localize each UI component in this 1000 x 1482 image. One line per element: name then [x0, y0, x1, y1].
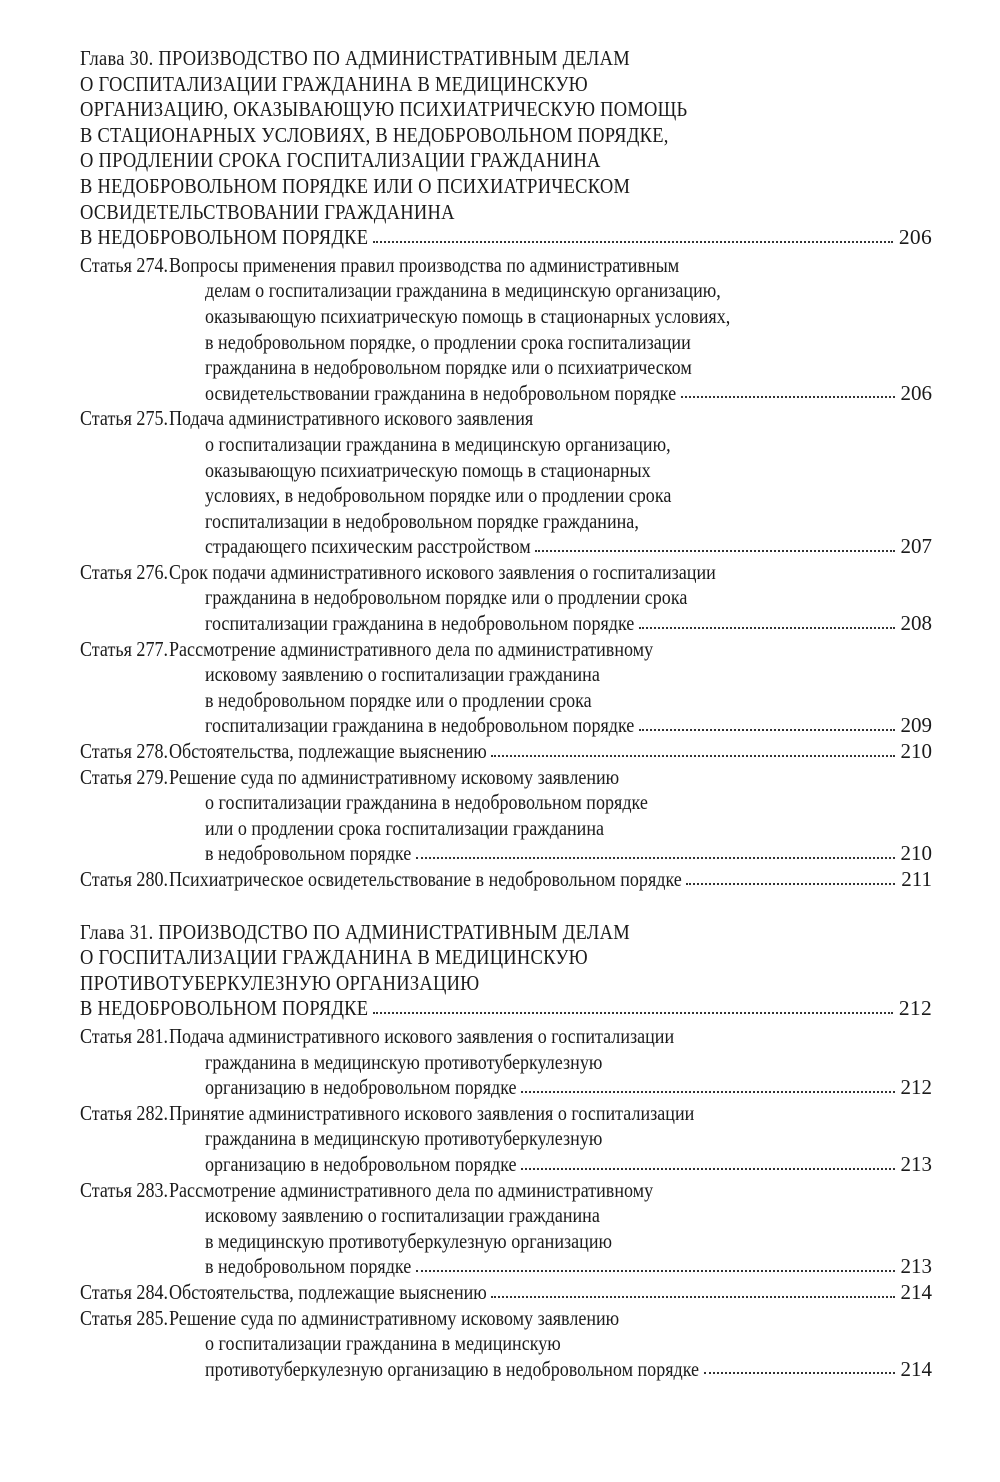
article-title-span: Обстоятельства, подлежащие выяснению: [169, 1279, 487, 1304]
article-line: [80, 713, 932, 739]
chapter-title-line: [80, 123, 932, 149]
article-title-span: в медицинскую противотуберкулезную организацию: [205, 1228, 612, 1253]
article-title-text: [205, 304, 731, 330]
dot-leader: [416, 1255, 895, 1275]
article-title-text: [205, 1203, 600, 1229]
article-line: [80, 330, 932, 356]
page-number: 210: [900, 841, 932, 866]
article-line: [80, 381, 932, 407]
article-label-text: Статья 283.: [80, 1177, 169, 1202]
chapter-title-span: [80, 123, 669, 149]
article-label-text: Статья 285.: [80, 1305, 169, 1330]
article-title-text: [205, 790, 648, 816]
article-title-span: Решение суда по административному исковому заявлению: [169, 764, 620, 789]
article-title-span: в недобровольном порядке или о продлении срока: [205, 687, 592, 712]
article-line: [80, 1050, 932, 1076]
article-line: [80, 662, 932, 688]
article-line: [80, 1024, 932, 1050]
chapter-heading[interactable]: [80, 46, 932, 251]
article-line: [80, 1357, 932, 1383]
dot-leader: [373, 226, 893, 246]
article-title-text: [205, 509, 639, 535]
article-label: [80, 765, 169, 791]
chapter-title-words: ПРОИЗВОДСТВО ПО АДМИНИСТРАТИВНЫМ ДЕЛАМ: [158, 919, 630, 944]
article-label-text: Статья 280.: [80, 867, 169, 891]
article-title-span: гражданина в медицинскую противотуберкулезную: [205, 1049, 603, 1074]
article-title-span: организацию в недобровольном порядке: [205, 1075, 517, 1100]
chapter-title-span: [80, 971, 479, 997]
article-title-span: Решение суда по административному исковому заявлению: [169, 1305, 620, 1330]
chapter-title-text: [80, 46, 630, 72]
chapter-title-text: [80, 225, 369, 251]
article-line: [80, 1306, 932, 1332]
chapter-title-span: [80, 46, 630, 72]
article-title-span: Принятие административного искового заявления о госпитализации: [169, 1100, 695, 1125]
article-label: [80, 739, 169, 765]
article-title-span: исковому заявлению о госпитализации гражданина: [205, 662, 600, 687]
article-label-text: Статья 275.: [80, 406, 169, 431]
chapter-title-words: ОРГАНИЗАЦИЮ, ОКАЗЫВАЮЩУЮ ПСИХИАТРИЧЕСКУЮ ПОМОЩЬ: [80, 97, 688, 122]
chapter-title-line: [80, 920, 932, 946]
chapter-heading[interactable]: [80, 920, 932, 1022]
article-title-text: [205, 1152, 517, 1178]
article-title-span: Психиатрическое освидетельствование в недобровольном порядке: [169, 867, 682, 891]
article-line: [80, 1075, 932, 1101]
chapter-title-words: В СТАЦИОНАРНЫХ УСЛОВИЯХ, В НЕДОБРОВОЛЬНОМ ПОРЯДКЕ,: [80, 122, 669, 147]
article-line: [80, 278, 932, 304]
article-title-span: оказывающую психиатрическую помощь в стационарных: [205, 457, 651, 482]
article-label-text: Статья 277.: [80, 636, 169, 661]
toc-entry-article[interactable]: [80, 1101, 932, 1178]
article-title-text: [205, 611, 635, 637]
article-label-text: Статья 278.: [80, 739, 169, 764]
article-title-text: [205, 1357, 700, 1383]
chapter-title-text: [80, 97, 688, 123]
chapter-title-text: [80, 72, 588, 98]
chapter-title-span: [80, 996, 368, 1022]
page-number: 206: [898, 225, 932, 250]
chapter-title-words: В НЕДОБРОВОЛЬНОМ ПОРЯДКЕ ИЛИ О ПСИХИАТРИЧЕСКОМ: [80, 173, 631, 198]
article-line: [80, 1280, 932, 1306]
article-title-text: [205, 662, 600, 688]
article-title-span: госпитализации гражданина в недобровольном порядке: [205, 713, 635, 738]
article-label: [80, 1306, 169, 1332]
dot-leader: [491, 1281, 895, 1301]
chapter-title-words: ПРОИЗВОДСТВО ПО АДМИНИСТРАТИВНЫМ ДЕЛАМ: [158, 46, 630, 70]
page-number: 212: [900, 1075, 932, 1100]
article-title-text: [169, 406, 534, 432]
article-line: [80, 637, 932, 663]
chapter-title-line: [80, 225, 932, 251]
chapter-title-text: [80, 945, 588, 971]
article-title-text: [205, 688, 592, 714]
dot-leader: [521, 1076, 895, 1096]
article-label-text: Статья 282.: [80, 1100, 169, 1125]
toc-entry-article[interactable]: [80, 1280, 932, 1306]
dot-leader: [704, 1357, 895, 1377]
article-line: [80, 1101, 932, 1127]
chapter-title-words: ПРОТИВОТУБЕРКУЛЕЗНУЮ ОРГАНИЗАЦИЮ: [80, 970, 480, 995]
toc-entry-article[interactable]: [80, 765, 932, 867]
dot-leader: [681, 381, 895, 401]
article-title-span: делам о госпитализации гражданина в медицинскую организацию,: [205, 278, 721, 303]
article-title-text: [169, 637, 654, 663]
page-number: 208: [900, 611, 932, 636]
article-title-span: Подача административного искового заявления: [169, 406, 534, 431]
article-title-text: [169, 1024, 675, 1050]
article-title-span: условиях, в недобровольном порядке или о продлении срока: [205, 483, 672, 508]
article-line: [80, 585, 932, 611]
chapter-title-span: [80, 72, 588, 98]
article-title-text: [169, 1280, 487, 1306]
chapter-title-span: [80, 945, 588, 971]
article-label-text: Статья 279.: [80, 764, 169, 789]
article-title-text: [205, 1075, 517, 1101]
article-line: [80, 765, 932, 791]
chapter-title-span: [80, 97, 687, 123]
article-line: [80, 534, 932, 560]
chapter-title-text: [80, 920, 630, 946]
article-title-span: о госпитализации гражданина в медицинскую: [205, 1331, 561, 1356]
chapter-title-line: [80, 971, 932, 997]
chapter-title-span: [80, 174, 630, 200]
article-title-span: о госпитализации гражданина в медицинскую организацию,: [205, 431, 671, 456]
article-line: [80, 560, 932, 586]
article-title-text: [205, 355, 692, 381]
section-gap: [80, 893, 932, 920]
toc-entry-article[interactable]: [80, 1024, 932, 1101]
article-title-text: [205, 841, 412, 867]
chapter-title-text: [80, 200, 455, 226]
chapter-title-text: [80, 996, 369, 1022]
article-line: [80, 1254, 932, 1280]
page-number: 209: [900, 713, 932, 738]
article-title-text: [169, 867, 682, 893]
chapter-title-line: [80, 174, 932, 200]
page-number: 210: [900, 739, 932, 764]
chapter-title-line: [80, 996, 932, 1022]
chapter-title-words: В НЕДОБРОВОЛЬНОМ ПОРЯДКЕ: [80, 996, 369, 1021]
article-label: [80, 1024, 169, 1050]
dot-leader: [521, 1153, 895, 1173]
article-title-text: [205, 585, 688, 611]
article-label: [80, 1178, 169, 1204]
article-label-text: Статья 284.: [80, 1279, 169, 1304]
article-line: [80, 1152, 932, 1178]
dot-leader: [639, 714, 895, 734]
table-of-contents: [80, 46, 932, 1382]
dot-leader: [639, 612, 895, 632]
chapter-title-span: [80, 148, 601, 174]
dot-leader: [491, 740, 895, 760]
article-title-text: [205, 483, 672, 509]
article-label-text: Статья 281.: [80, 1023, 169, 1048]
article-line: [80, 611, 932, 637]
page-number: 212: [898, 996, 932, 1021]
article-title-text: [205, 432, 671, 458]
article-line: [80, 1178, 932, 1204]
article-title-text: [205, 1254, 412, 1280]
dot-leader: [373, 997, 893, 1017]
article-title-span: госпитализации гражданина в недобровольном порядке: [205, 611, 635, 636]
article-title-span: в недобровольном порядке, о продлении срока госпитализации: [205, 329, 691, 354]
chapter-title-line: [80, 72, 932, 98]
article-title-span: Обстоятельства, подлежащие выяснению: [169, 739, 487, 764]
page-number: 211: [901, 867, 932, 891]
article-title-span: Вопросы применения правил производства по административным: [169, 252, 680, 277]
article-title-text: [169, 1306, 620, 1332]
article-line: [80, 432, 932, 458]
article-line: [80, 739, 932, 765]
toc-entry-article[interactable]: [80, 253, 932, 407]
article-title-text: [205, 713, 635, 739]
chapter-title-words: В НЕДОБРОВОЛЬНОМ ПОРЯДКЕ: [80, 225, 369, 250]
article-title-text: [205, 1126, 603, 1152]
chapter-title-line: [80, 97, 932, 123]
article-line: [80, 1331, 932, 1357]
chapter-label: Глава 30.: [80, 46, 154, 70]
article-title-span: освидетельствовании гражданина в недобровольном порядке: [205, 380, 677, 405]
article-line: [80, 841, 932, 867]
toc-entry-article[interactable]: [80, 406, 932, 560]
article-title-span: Подача административного искового заявления о госпитализации: [169, 1023, 675, 1048]
article-label: [80, 1101, 169, 1127]
article-line: [80, 483, 932, 509]
toc-entry-article[interactable]: [80, 560, 932, 637]
article-label: [80, 253, 169, 279]
article-title-text: [205, 330, 691, 356]
chapter-title-words: О ГОСПИТАЛИЗАЦИИ ГРАЖДАНИНА В МЕДИЦИНСКУЮ: [80, 945, 588, 970]
article-title-text: [205, 1050, 603, 1076]
article-title-span: страдающего психическим расстройством: [205, 534, 531, 559]
chapter-title-words: ОСВИДЕТЕЛЬСТВОВАНИИ ГРАЖДАНИНА: [80, 199, 455, 224]
article-title-text: [205, 458, 651, 484]
article-title-text: [169, 765, 620, 791]
toc-entry-article[interactable]: [80, 867, 932, 893]
article-line: [80, 867, 932, 893]
article-label: [80, 1280, 169, 1306]
article-title-text: [169, 739, 487, 765]
article-line: [80, 253, 932, 279]
article-label: [80, 560, 169, 586]
chapter-title-words: О ПРОДЛЕНИИ СРОКА ГОСПИТАЛИЗАЦИИ ГРАЖДАНИНА: [80, 148, 601, 173]
article-line: [80, 1126, 932, 1152]
article-title-text: [205, 1229, 612, 1255]
article-line: [80, 509, 932, 535]
article-line: [80, 790, 932, 816]
chapter-title-line: [80, 46, 932, 72]
article-line: [80, 1203, 932, 1229]
chapter-title-line: [80, 945, 932, 971]
toc-entry-article[interactable]: [80, 1178, 932, 1280]
article-line: [80, 355, 932, 381]
page-number: 214: [900, 1279, 932, 1304]
article-title-span: Рассмотрение административного дела по административному: [169, 1177, 654, 1202]
article-line: [80, 458, 932, 484]
article-line: [80, 816, 932, 842]
article-title-text: [205, 1331, 561, 1357]
chapter-title-line: [80, 200, 932, 226]
chapter-title-span: [80, 920, 630, 946]
chapter-title-text: [80, 174, 631, 200]
article-title-span: в недобровольном порядке: [205, 1254, 412, 1279]
toc-entry-article[interactable]: [80, 637, 932, 739]
article-title-span: Рассмотрение административного дела по административному: [169, 636, 654, 661]
article-title-text: [205, 381, 677, 407]
article-title-span: противотуберкулезную организацию в недобровольном порядке: [205, 1356, 700, 1381]
article-label-text: Статья 276.: [80, 559, 169, 584]
article-title-span: исковому заявлению о госпитализации гражданина: [205, 1203, 600, 1228]
article-title-span: Срок подачи административного искового заявления о госпитализации: [169, 559, 716, 584]
article-title-span: организацию в недобровольном порядке: [205, 1151, 517, 1176]
chapter-title-line: [80, 148, 932, 174]
article-line: [80, 304, 932, 330]
article-label: [80, 406, 169, 432]
chapter-title-span: [80, 225, 368, 251]
page-number: 213: [900, 1254, 932, 1279]
page-number: 206: [900, 380, 932, 405]
article-line: [80, 688, 932, 714]
article-title-span: о госпитализации гражданина в недобровольном порядке: [205, 790, 648, 815]
article-title-text: [169, 560, 716, 586]
article-title-text: [169, 1101, 695, 1127]
article-title-span: гражданина в медицинскую противотуберкулезную: [205, 1126, 603, 1151]
article-title-text: [205, 534, 531, 560]
article-title-text: [169, 253, 680, 279]
article-title-span: госпитализации в недобровольном порядке гражданина,: [205, 508, 639, 533]
article-title-span: в недобровольном порядке: [205, 841, 412, 866]
article-title-span: гражданина в недобровольном порядке или о психиатрическом: [205, 355, 692, 380]
article-title-text: [205, 816, 604, 842]
chapter-title-text: [80, 123, 669, 149]
chapter-title-span: [80, 200, 455, 226]
page-number: 214: [900, 1356, 932, 1381]
article-title-span: или о продлении срока госпитализации гражданина: [205, 815, 604, 840]
article-line: [80, 406, 932, 432]
page-number: 213: [900, 1151, 932, 1176]
page-number: 207: [900, 534, 932, 559]
chapter-title-words: О ГОСПИТАЛИЗАЦИИ ГРАЖДАНИНА В МЕДИЦИНСКУЮ: [80, 71, 588, 96]
toc-entry-article[interactable]: [80, 739, 932, 765]
chapter-title-text: [80, 971, 480, 997]
article-label: [80, 637, 169, 663]
chapter-label: Глава 31.: [80, 919, 154, 944]
article-title-text: [169, 1178, 654, 1204]
dot-leader: [535, 535, 895, 555]
dot-leader: [686, 868, 895, 888]
article-title-span: оказывающую психиатрическую помощь в стационарных условиях,: [205, 303, 731, 328]
toc-entry-article[interactable]: [80, 1306, 932, 1383]
article-title-span: гражданина в недобровольном порядке или о продлении срока: [205, 585, 688, 610]
dot-leader: [416, 842, 895, 862]
article-label: [80, 867, 169, 893]
article-title-text: [205, 278, 721, 304]
chapter-title-text: [80, 148, 601, 174]
article-line: [80, 1229, 932, 1255]
article-label-text: Статья 274.: [80, 252, 169, 277]
